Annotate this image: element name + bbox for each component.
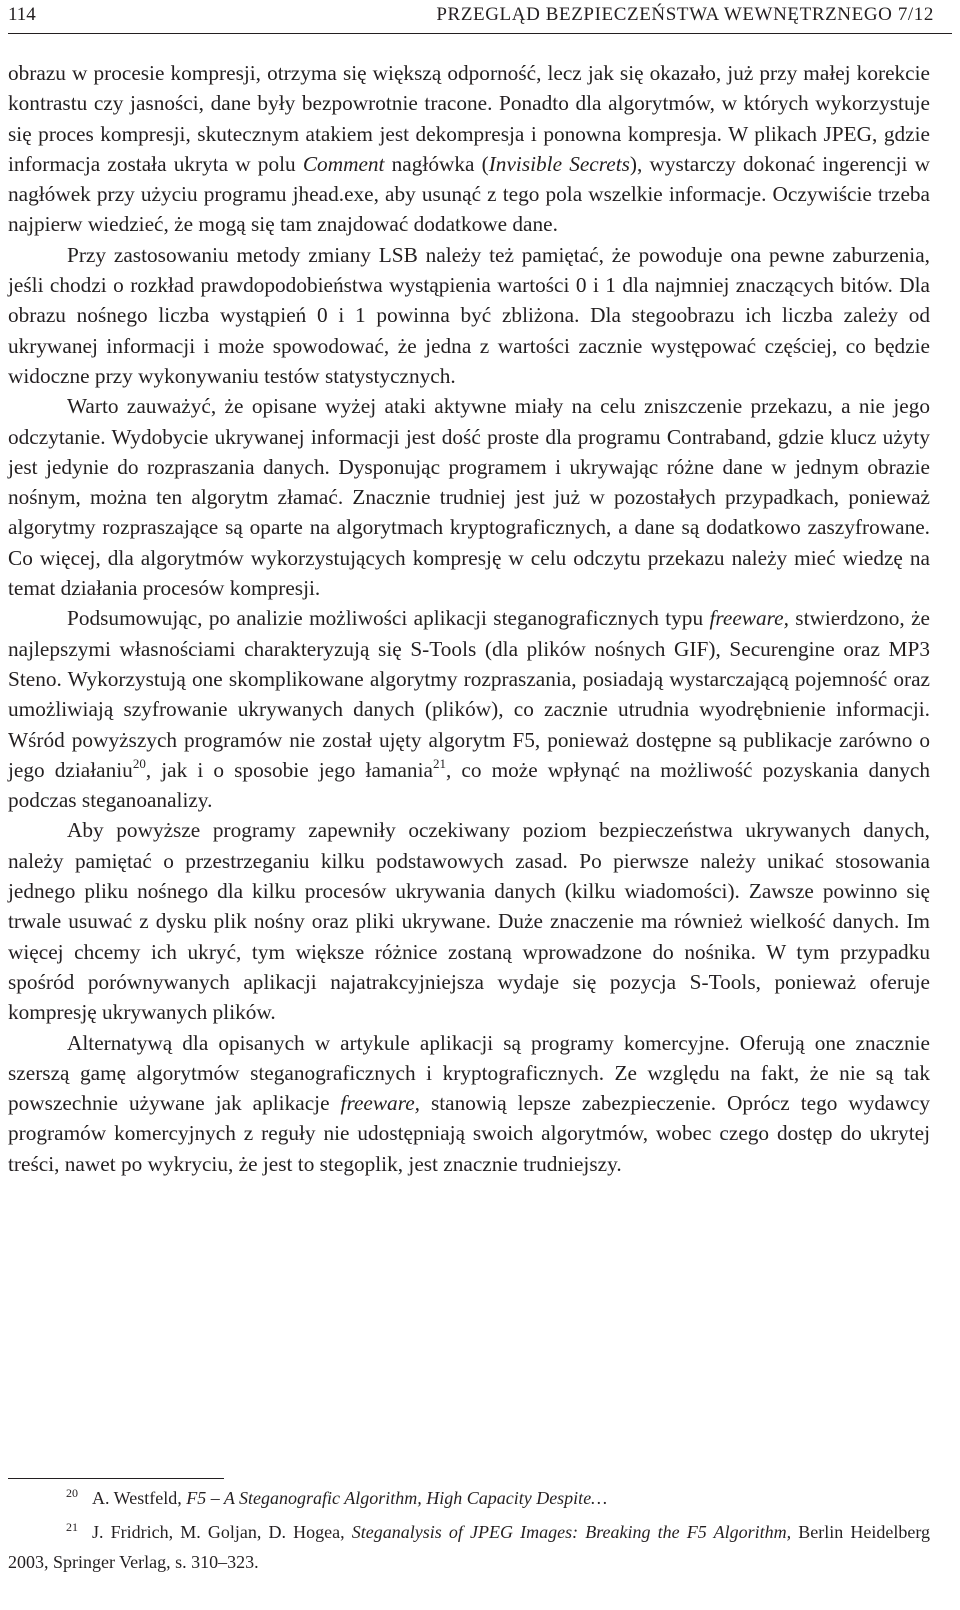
footnote-21 [8,1518,930,1576]
body-text [8,58,930,1179]
italic-term: freeware, [340,1091,420,1116]
footnote-20 [8,1484,930,1514]
text-run: stanowią lepsze zabezpieczenie. Oprócz tego wydawcy programów komercyjnych z reguły nie udostępniają swoich algorytmów, wobec czego dostęp do ukrytej treści, nawet po wykryciu, że jest to stegoplik, jest znacznie trudniejszy. [8,1091,930,1176]
italic-term: Invisible Secrets [488,151,630,176]
footnote-rule [8,1478,224,1479]
paragraph-2: Przy zastosowaniu metody zmiany LSB należy też pamiętać, że powoduje ona pewne zaburzenia, jeśli chodzi o rozkład prawdopodobieństwa wystąpienia wartości 0 i 1 dla najmniej znaczących bitów. Dla obrazu nośnego liczba wystąpień 0 i 1 powinna być zbliżona. Dla stegoobrazu ich liczba zależy od ukrywanej informacji i może spowodować, że jedna z wartości zacznie występować częściej, co będzie widoczne przy wykonywaniu testów statystycznych. [8,242,930,388]
text-run: ), wystarczy dokonać ingerencji w nagłówek przy użyciu programu jhead.exe, aby usunąć z tego pola wszelkie informacje. Oczywiście trzeba najpierw wiedzieć, że mogą się tam znajdować dodatkowe dane. [8,151,930,237]
page-header [8,2,952,32]
italic-term: Comment [302,151,385,176]
footnote-number: 20 [66,1486,78,1500]
page-number: 114 [8,4,36,25]
paragraph-1 [8,58,930,240]
running-head: PRZEGLĄD BEZPIECZEŃSTWA WEWNĘTRZNEGO 7/12 [436,4,934,25]
paragraph-6 [8,1028,930,1179]
footnote-title: F5 – A Steganografic Algorithm, High Capacity Despite… [186,1488,608,1508]
footnote-title: Steganalysis of JPEG Images: Breaking the F5 Algorithm, [351,1522,792,1542]
italic-term: freeware, [709,606,789,631]
text-run: , co może wpłynąć na możliwość pozyskania danych podczas steganoanalizy. [8,757,931,813]
paragraph-5: Aby powyższe programy zapewniły oczekiwany poziom bezpieczeństwa ukrywanych danych, należy pamiętać o przestrzeganiu kilku podstawowych zasad. Po pierwsze należy unikać stosowania jednego pliku nośnego dla kilku procesów ukrywania danych (kilku wiadomości). Zawsze powinno się trwale usuwać z dysku plik nośny oraz pliki ukrywane. Duże znaczenie ma również wielkość danych. Im więcej chcemy ich ukryć, tym większe różnice zostaną wprowadzone do nośnika. W tym przypadku spośród porównywanych aplikacji najatrakcyjniejsza wydaje się pozycja S-Tools, ponieważ oferuje kompresję ukrywanych plików. [8,818,930,1025]
text-run: , jak i o sposobie jego łamania [145,757,433,782]
text-run: Podsumowując, po analizie możliwości aplikacji steganograficznych typu [67,606,710,631]
text-run: Alternatywą dla opisanych w artykule aplikacji są programy komercyjne. Oferują one znacznie szerszą gamę algorytmów steganograficznych i kryptograficznych. Ze względu na fakt, że nie są tak powszechnie używane jak aplikacje [8,1030,930,1116]
paragraph-4 [8,603,930,815]
text-run: stwierdzono, że najlepszymi własnościami charakteryzują się S-Tools (dla plików nośnych GIF), Securengine oraz MP3 Steno. Wykorzystują one skomplikowane algorytmy rozpraszania, posiadają wystarczającą pojemność oraz umożliwiają szyfrowanie ukrywanych danych (plików), co zacznie utrudnia wyodrębnienie informacji. Wśród powyższych programów nie został ujęty algorytm F5, ponieważ dostępne są publikacje zarówno o jego działaniu [8,606,930,782]
text-run: nagłówka ( [384,151,489,176]
footnote-ref-20[interactable]: 20 [132,755,146,771]
footnote-number: 21 [66,1520,78,1534]
paragraph-3: Warto zauważyć, że opisane wyżej ataki aktywne miały na celu zniszczenie przekazu, a nie jego odczytanie. Wydobycie ukrywanej informacji jest dość proste dla programu Contraband, gdzie klucz użyty jest jedynie do rozpraszania danych. Dysponując programem i ukrywając różne dane w jednym obrazie nośnym, można ten algorytm złamać. Znacznie trudniej jest już w pozostałych przypadkach, ponieważ algorytmy rozpraszające są oparte na algorytmach kryptograficznych, a dane są dodatkowo zaszyfrowane. Co więcej, dla algorytmów wykorzystujących kompresję w celu odczytu przekazu należy mieć wiedzę na temat działania procesów kompresji. [8,394,930,601]
footnote-authors: A. Westfeld, [92,1488,187,1508]
footnote-rest: Berlin Heidelberg 2003, Springer Verlag, s. 310–323. [8,1522,930,1572]
header-rule [8,33,952,34]
text-run: obrazu w procesie kompresji, otrzyma się większą odporność, lecz jak się okazało, już przy małej korekcie kontrastu czy jasności, dane były bezpowrotnie tracone. Ponadto dla algorytmów, w których wykorzystuje się proces kompresji, skutecznym atakiem jest dekompresja i ponowna kompresja. W plikach JPEG, gdzie informacja została ukryta w polu [8,61,930,176]
footnote-ref-21[interactable]: 21 [432,755,446,771]
footnotes [8,1484,930,1580]
footnote-authors: J. Fridrich, M. Goljan, D. Hogea, [92,1522,352,1542]
